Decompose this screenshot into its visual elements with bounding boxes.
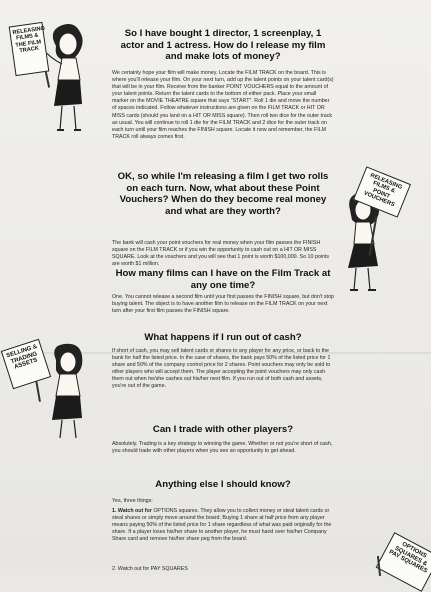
paragraph-how-many-films: One. You cannot release a second film until your first passes the FINISH square, but don't stop buying talent. The object is to have another film to release on the FILM TRACK on your next turn after your first film passes the FINISH square. xyxy=(112,294,334,315)
sign-selling-trading-assets: SELLING & TRADING ASSETS xyxy=(1,339,51,389)
heading-how-many-films: How many films can I have on the Film Track at any one time? xyxy=(115,268,331,291)
heading-point-vouchers: OK, so while I'm releasing a film I get two rolls on each turn. Now, what about these Point Vouchers? When do they become real money and what are they worth? xyxy=(117,171,329,217)
heading-release-film: So I have bought 1 director, 1 screenplay, 1 actor and 1 actress. How do I release my film and make lots of money? xyxy=(120,28,326,62)
item1-text: OPTIONS squares. They allow you to collect money or steal talent cards or steal shares or simply move around the board. Buying 1 share at half price from any player means paying 50% of the listed price for 1 share regardless of what was paid originally for the share. If a player loses his/her share to another player, he must hand over his/her Company Share card and remove his/her share peg from the board. xyxy=(112,508,332,543)
paragraph-three-things: Yes, three things: xyxy=(112,498,153,504)
paragraph-watch-out-pay: 2. Watch out for PAY SQUARES xyxy=(112,566,188,572)
sign-options-pay-squares: OPTIONS SQUARES & PAY SQUARES xyxy=(376,532,431,592)
paragraph-run-out-of-cash: If short of cash, you may sell talent cards or shares to any player for any price, or back to the bank for half the listed price. In the case of shares, the bank pays 50% of the listed price for 1 share and 50% of the company control price for 2 shares. Point vouchers may only be sold to other players who will accept them. The player accepting the point vouchers may only cash them out when he/she cashes out his/her next film. If you run out of both cash and assets, you're out of the game. xyxy=(112,348,331,390)
sign-releasing-film-track: RELEASING FILMS & THE FILM TRACK xyxy=(9,22,50,76)
paragraph-watch-out-options xyxy=(112,508,334,543)
paragraph-trade: Absolutely. Trading is a key strategy to winning the game. Whether or not you're short of cash, you should trade with other players when you see an opportunity to get ahead. xyxy=(112,441,333,455)
item1-label: 1. Watch out for xyxy=(112,508,152,514)
heading-trade: Can I trade with other players? xyxy=(152,424,294,435)
paragraph-release-film: We certainly hope your film will make money. Locate the FILM TRACK on the board. This is where you'll release your film. On your next turn, add up the talent points on your talent card(s) that will be in your film. Receive from the banker POINT VOUCHERS equal to the amount of your talent points. Return the talent cards to the bottom of either pack. Place your small marker on the MOVIE THEATRE square that says "START". Roll 1 die and move the number of spaces indicated. Follow whatever instructions are given on the FILM TRACK or HIT OR MISS cards (should you land on a HIT OR MISS square). Then roll two dice for the outer track as usual. You will continue to roll 1 die for the FILM TRACK and 2 dice for the outer track on each turn until your film reaches the FINISH square. Locate it now and remember, the FILM TRACK roll always comes first. xyxy=(112,70,334,140)
sign-releasing-point-vouchers: RELEASING FILMS & POINT VOUCHERS xyxy=(353,166,411,217)
paragraph-point-vouchers: The bank will cash your point vouchers for real money when your film passes the FINISH square on the FILM TRACK or if you win the opportunity to cash out on a HIT OR MISS SQUARE. Look at the vouchers and you will see that 1 point is worth $100,000. So 10 points are worth $1 million. xyxy=(112,240,330,268)
heading-run-out-of-cash: What happens if I run out of cash? xyxy=(144,332,302,343)
heading-anything-else: Anything else I should know? xyxy=(155,479,291,490)
